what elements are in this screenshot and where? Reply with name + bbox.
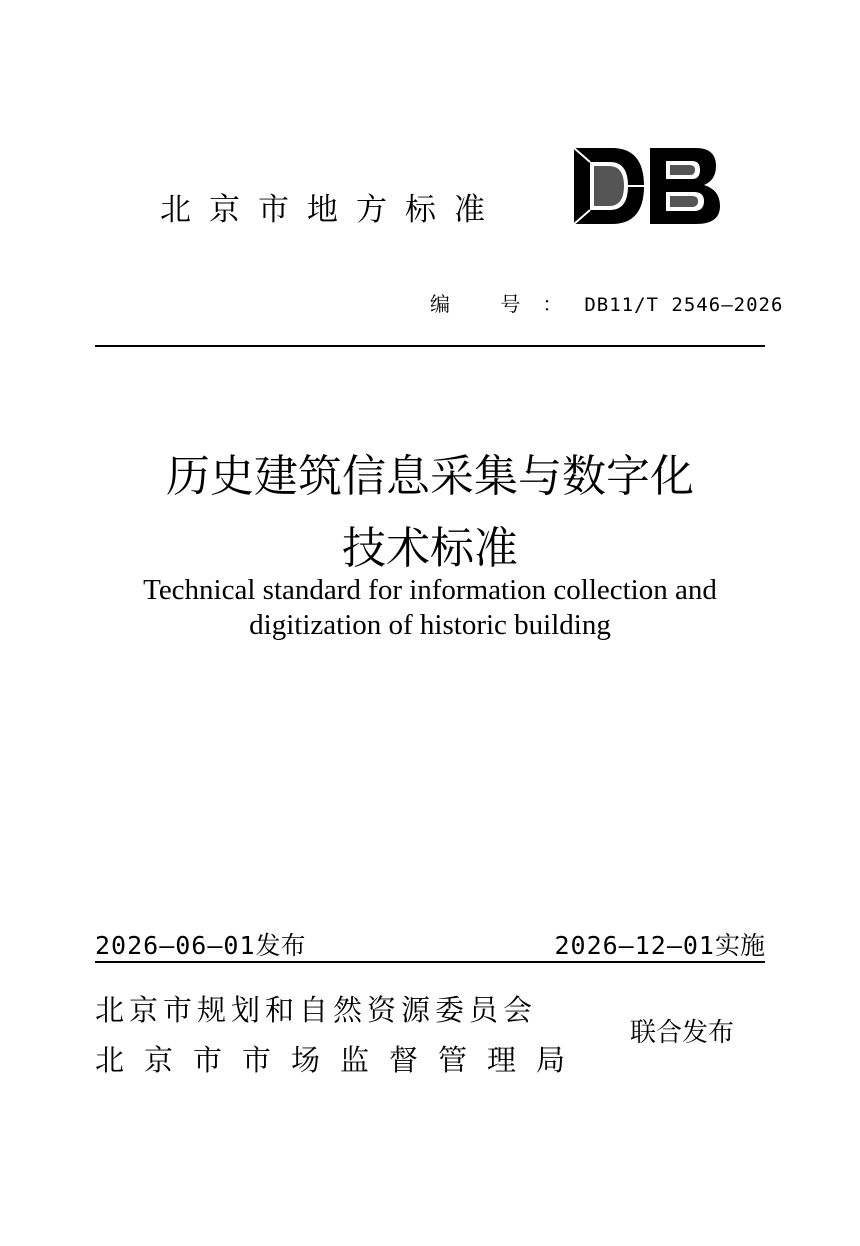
standard-number-value: DB11/T 2546—2026 [584,294,784,316]
implement-date-label: 实施 [714,931,765,960]
db-logo [572,146,722,226]
publish-date-label: 发布 [255,931,306,960]
title-en-line2: digitization of historic building [249,609,611,641]
title-en-line1: Technical standard for information collection and [143,574,717,606]
publish-date [95,926,306,962]
standard-type-label: 北京市地方标准 [160,192,503,228]
implement-date-value: 2026—12—01 [554,931,715,960]
implement-date [554,926,765,962]
top-divider [95,345,765,347]
title-cn-line1: 历史建筑信息采集与数字化 [166,451,694,502]
issuer-1: 北京市规划和自然资源委员会 [95,993,538,1027]
standard-number [430,288,783,317]
title-cn-line2: 技术标准 [342,523,518,574]
issuer-2: 北京市市场监督管理局 [95,1043,586,1077]
bottom-divider [95,961,765,963]
standard-number-label: 编 号： [430,292,585,316]
publish-date-value: 2026—06—01 [95,931,256,960]
joint-release-label: 联合发布 [630,1018,735,1048]
